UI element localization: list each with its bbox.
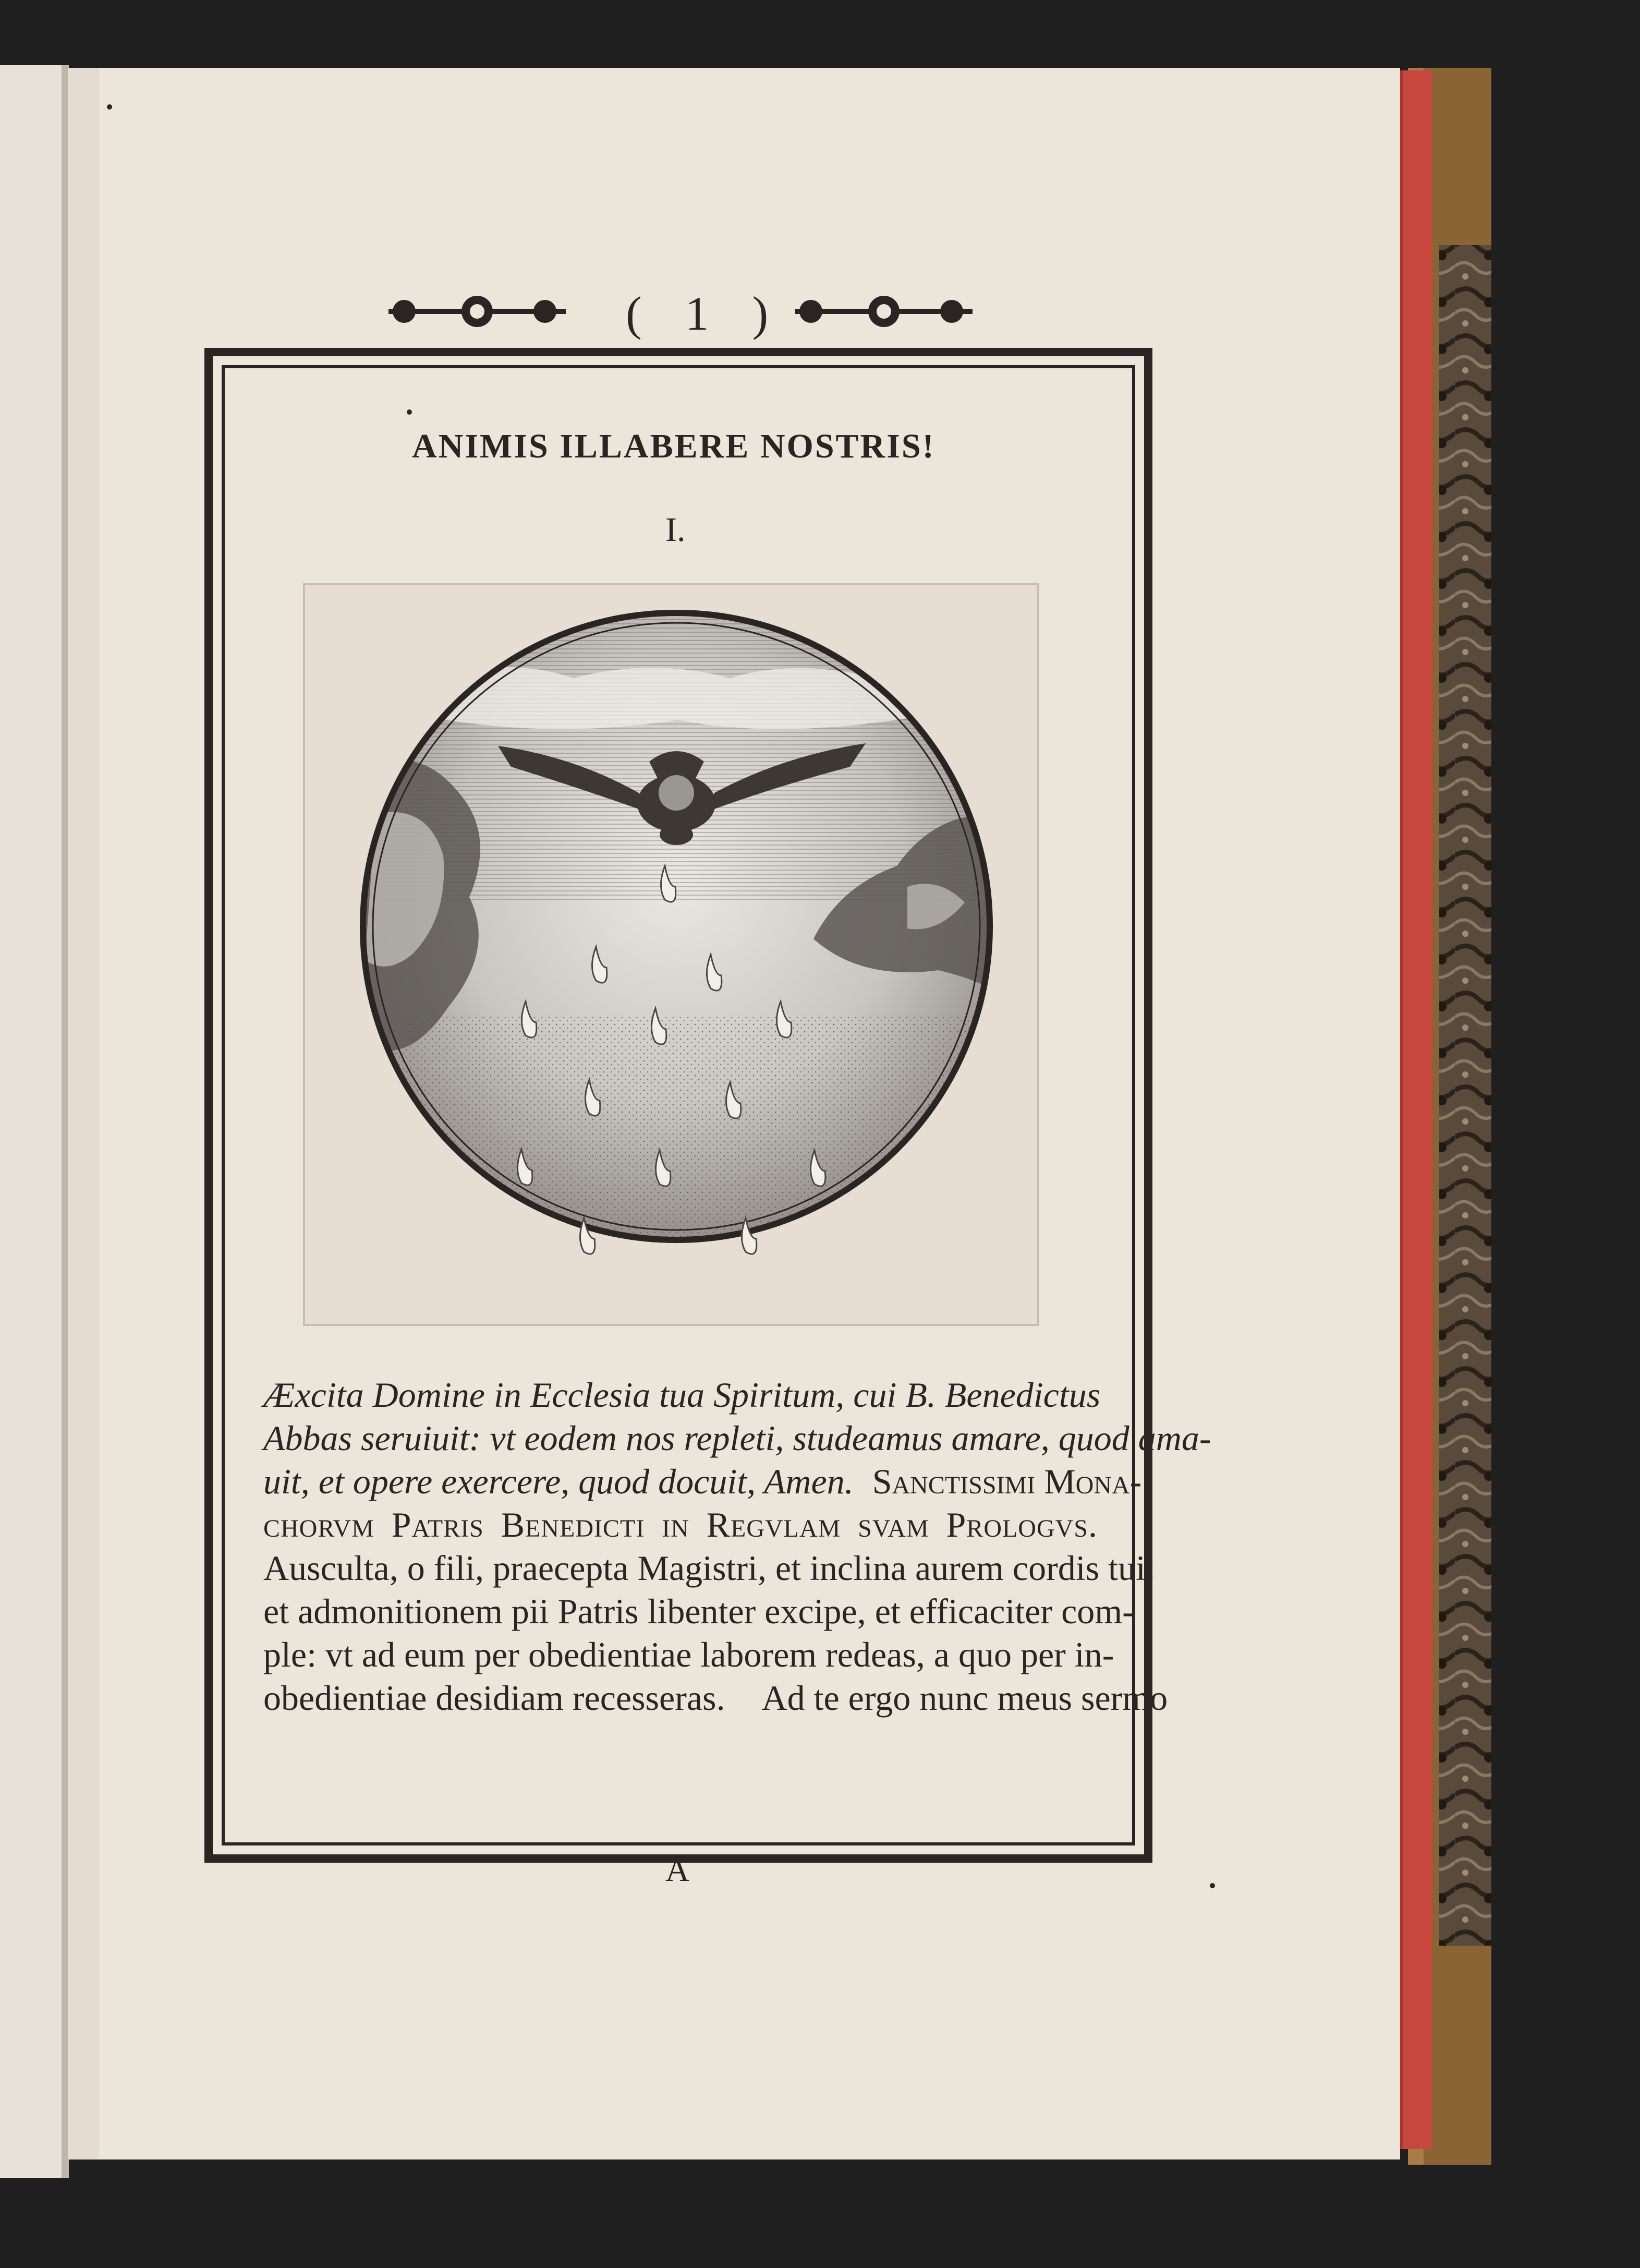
text-line-8 [263, 1678, 1168, 1719]
text-line-7: ple: vt ad eum per obedientiae laborem redeas, a quo per in- [263, 1635, 1114, 1674]
text-line-2: Abbas seruiuit: vt eodem nos repleti, studeamus amare, quod ama- [263, 1418, 1211, 1458]
signature-mark: A [665, 1851, 690, 1888]
text-line-8-part-1: obedientiae desidiam recesseras. [263, 1678, 725, 1718]
text-line-6: et admonitionem pii Patris libenter excipe, et efficaciter com- [263, 1591, 1134, 1631]
page-heading: ANIMIS ILLABERE NOSTRIS! [412, 427, 936, 465]
halo [659, 775, 694, 811]
prologue-title-start: Sanctissimi Mona- [872, 1462, 1142, 1501]
text-line-1: Æxcita Domine in Ecclesia tua Spiritum, cui B. Benedictus [263, 1375, 1101, 1415]
facing-page-edge [0, 65, 67, 2178]
section-numeral: I. [665, 511, 686, 549]
text-line-3 [263, 1461, 1142, 1502]
marbled-board [1439, 245, 1491, 1946]
text-line-8-part-2: Ad te ergo nunc meus sermo [761, 1678, 1168, 1718]
text-line-5: Ausculta, o fili, praecepta Magistri, et inclina aurem cordis tui: [263, 1548, 1156, 1588]
text-line-4: chorvm Patris Benedicti in Regvlam svam Prologvs. [263, 1505, 1098, 1545]
page-number: ( 1 ) [626, 287, 784, 340]
prayer-ending: uit, et opere exercere, quod docuit, Amen. [263, 1462, 854, 1501]
